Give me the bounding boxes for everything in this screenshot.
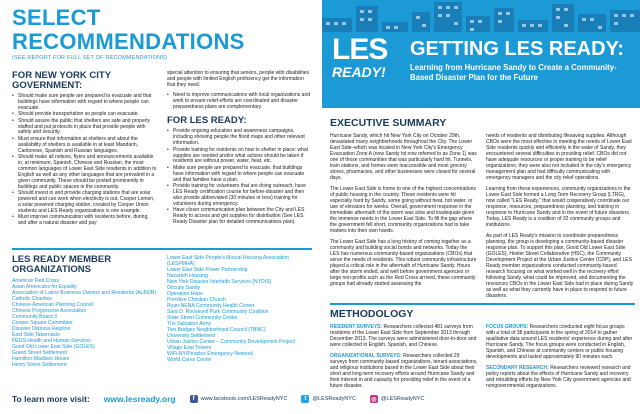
list-item: Lower East Side Power Partnership (167, 267, 248, 273)
list-item: Ryan-NENA Community Health Center (167, 303, 255, 309)
paragraph: The Lower East Side has a long history of coming together as a community and building social bonds and networks. Today the LES has numerous community-based organizations (CBOs) that serve the needs of residents. This robust community infrastructure played a critical role in the aftermath of Hurricane Sandy. Hours after the storm ended, and well before government agencies or large non-profits such as the Red Cross arrived, these community groups had already started assessing the (330, 239, 477, 287)
les-list (167, 129, 312, 226)
footer-lead: To learn more visit: (12, 394, 90, 404)
org-surveys-label: ORGANIZATIONAL SURVEYS: (330, 353, 402, 359)
les-heading: FOR LES READY: (167, 115, 247, 127)
list-item: Chinese-American Planning Council (12, 302, 94, 308)
list-item: • Should assure the public that shelters are safe and properly staffed and put protocols in place that provide people with safety and security. (12, 119, 157, 137)
org-surveys (330, 353, 478, 389)
list-item: New York Disaster Interfaith Services (NYDIS) (167, 279, 272, 285)
list-item: American Red Cross (12, 278, 59, 284)
nyc-list (12, 94, 157, 227)
list-item: State Street Community Center (167, 315, 238, 321)
nyc-more-list (167, 93, 312, 111)
list-item: Grand Street Settlement (12, 350, 67, 356)
report-subtitle: Learning from Hurricane Sandy to Create a Community-Based Disaster Plan for the Future (410, 63, 617, 82)
logo-ready-text: READY! (332, 64, 386, 80)
exec-col-2 (486, 133, 634, 304)
exec-col-1 (330, 133, 478, 304)
twitter-icon: t (301, 395, 309, 403)
secondary-research-label: SECONDARY RESEARCH: (486, 365, 549, 371)
facebook-link[interactable] (190, 395, 288, 403)
list-item: Cooper Square Committee (12, 320, 73, 326)
list-item: Urban Justice Center – Community Development Project (167, 339, 295, 345)
les-ready-logo (332, 33, 400, 98)
list-item: • Provide ongoing education and awareness campaigns, including showing people the flood maps and other relevant information. (167, 129, 312, 147)
twitter-handle: @LESReadyNYC (312, 396, 356, 402)
list-item: Disaster Distress Helpline (12, 326, 71, 332)
nyc-column (12, 71, 157, 227)
list-item: Community Board 3 (12, 314, 58, 320)
list-item: • Must ensure that information at shelters and about the availability of shelters is available in at least Mandarin, Cantonese, Spanish and Russian languages. (12, 137, 157, 155)
list-item: East Side Tabernacle (12, 332, 61, 338)
paragraph: needs of residents and distributing lifesaving supplies. Although CBOs were the most effective in meeting the needs of Lower East Side residents quickly and efficiently in the wake of Sandy, they encountered several difficulties in providing relief. CBOs did not have adequate resources or proper training to be relief organizations; they were also not included in the city's emergency management plan and had difficulty communicating with emergency managers and the city relief operations. (486, 133, 632, 181)
member-list-1 (12, 278, 157, 368)
method-col-1 (330, 324, 478, 394)
member-col-2 (167, 255, 312, 368)
secondary-research-text: Researchers reviewed research and policy reports about the effects of Hurricane Sandy and recovery and rebuilding efforts by New York City government agencies and nongovernmental organizations. (486, 365, 631, 389)
list-item: Chinese Progressive Association (12, 308, 87, 314)
nyc-heading: FOR NEW YORK CITY GOVERNMENT: (12, 70, 111, 91)
list-item: Sara D. Roosevelt Park Community Coalition (167, 309, 269, 315)
paragraph: As part of LES Ready's mission to coordinate preparedness planning, the group is developing a community-based disaster response plan. To support this plan, Good Old Lower East Side (GOLES), Hester Street Collaborative (HSC), the Community Development Project at the Urban Justice Center (CDP), and LES Ready member organizations conducted community-based research focusing on what worked well in the recovery effort following Sandy, what could be improved, and documenting the resources CBOs in the Lower East Side had in place during Sandy as well as what they currently have in place to respond to future disasters. (486, 233, 634, 299)
list-item: • Provide training for volunteers that are doing outreach; have LES Ready certification course for before-disaster and then also provide abbreviated (30 minutes or less) training for volunteers during emergency. (167, 184, 312, 208)
list-item: Village East Towers (167, 345, 212, 351)
les-column (167, 71, 312, 227)
executive-summary-columns (330, 133, 635, 304)
methodology-columns (330, 324, 635, 394)
paragraph: The Lower East Side is home to one of the highest concentrations of public housing in the country. These residents were hit especially hard by Sandy, some going without heat, hot water, or use of elevators for weeks. Overall, government response in the immediate aftermath of the storm was slow and inadequate given the immense needs in the Lower East Side. To fill the gap where the government fell short, community organizations had to take matters into their own hands. (330, 186, 476, 234)
list-item: • Need to improve communications with local organizations and work to ensure relief efforts are coordinated and disaster preparedness plans are complementary. (167, 93, 312, 111)
cover-banner (322, 0, 640, 108)
focus-groups-label: FOCUS GROUPS: (486, 324, 529, 330)
executive-summary-heading: EXECUTIVE SUMMARY (330, 117, 447, 129)
website-link[interactable]: www.lesready.org (103, 394, 176, 404)
list-item: • Should provide transportation so people can evacuate. (12, 112, 157, 118)
list-item: • Have closer communication plan between the City and LES Ready to access and get supplies for distribution (See LES Ready Disaster plan for detailed communications plan). (167, 208, 312, 226)
list-item: The Salvation Army (167, 321, 212, 327)
resident-surveys-text: Researchers collected 481 surveys from residents of the Lower East Side from September 2013 through December 2013. The surveys were administered door-to-door and were collected in English, Spanish, and Chinese. (330, 324, 477, 348)
recommendations-columns (12, 71, 312, 227)
list-item: • Make sure people are prepared to evacuate, that buildings have information with regard to where people can evacuate and that families have a plan. (167, 166, 312, 184)
org-surveys-text: Researchers collected 29 surveys from community-based organizations, tenant associations, and religious institutions based in the Lower East Side about their short and long-term recovery efforts around Hurricane Sandy and their interest in and capacity for providing relief in the event of a future disaster. (330, 353, 478, 389)
list-item: • Provide training for residents on how to shelter in place: what supplies are needed and/or what actions should be taken if residents are without power, water, heat, etc. (167, 148, 312, 166)
list-item: University Settlement (167, 333, 216, 339)
list-item: Occupy Sandy (167, 285, 201, 291)
list-item: Primitive Christian Church (167, 297, 226, 303)
executive-summary (330, 118, 635, 304)
list-item: Henry Street Settlement (12, 362, 67, 368)
member-columns (12, 255, 312, 368)
list-item: • Should make all notices, flyers and announcements available in, at minimum, Spanish, Chinese and Russian, the most common languages of Lower East Side residents in addition to English as well as any other languages that are prevalent in a given community. These should be posted prominently in buildings and public spaces in the community. (12, 155, 157, 190)
member-list-2 (167, 255, 312, 363)
resident-surveys-label: RESIDENT SURVEYS: (330, 324, 383, 330)
recommendations-title: SELECT RECOMMENDATIONS (12, 5, 245, 54)
member-organizations (12, 248, 312, 378)
list-item: Operation Hope (167, 291, 203, 297)
instagram-icon: ◎ (371, 396, 377, 403)
facebook-icon: f (190, 395, 198, 403)
paragraph: Hurricane Sandy, which hit New York City on October 29th, devastated many neighborhoods throughout the City. The Lower East Side–which was located in New York City's Emergency Evacuation Zone A (now Sandy hit now referred to as Zone 1) was one of those communities that was particularly hard hit. Tunnels, train stations, and homes were inaccessible and most grocery stores, pharmacies, and other businesses were closed for several days. (330, 133, 477, 181)
facebook-url: www.facebook.com/LESReadyNYC (200, 396, 288, 402)
focus-groups-text: Researchers conducted eight focus groups with a total of 38 participants in the spring of 2014 to gather qualitative data around LES residents' experience during and after Hurricane Sandy. The focus groups were conducted in English, Spanish, and Chinese at community centers or public housing developments and lasted approximately 90 minutes each. (486, 324, 633, 360)
secondary-research (486, 365, 634, 389)
paragraph: Learning from these experiences, community organizations in the Lower East Side formed a Long Term Recovery Group (LTRG), now called "LES Ready," that would cooperatively coordinate our response, resources, preparedness planning, and training in response to Hurricane Sandy and in the event of future disasters. Today, LES Ready is a coalition of 32 community groups and institutions. (486, 186, 631, 228)
list-item: WiFi-NY/Peoples Emergency Network (167, 351, 254, 357)
member-heading: LES READY MEMBER ORGANIZATIONS (12, 254, 112, 275)
list-item: Good Old Lower East Side (GOLES) (12, 344, 95, 350)
list-item: Association of Latino Business Owners and Residents (ALBOR) (12, 290, 157, 296)
resident-surveys (330, 324, 478, 348)
method-col-2 (486, 324, 634, 394)
list-item: FEGS Health and Human Services (12, 338, 91, 344)
list-item: Asian Americans for Equality (12, 284, 77, 290)
instagram-handle: @LESReadyNYC (380, 396, 425, 402)
recommendations-subnote: (SEE REPORT FOR FULL SET OF RECOMMENDATIONS) (12, 55, 168, 61)
nyc-continued: special attention to ensuring that seniors, people with disabilities and people with limited English proficiency get the information that they need. (167, 70, 310, 88)
list-item: • Should make sure people are prepared to evacuate and that buildings have information with regard to where people can evacuate. (12, 94, 157, 112)
report-title: GETTING LES READY: (410, 38, 625, 60)
list-item: • Must improve communication with residents before, during, and after a natural disaster and pay (12, 215, 157, 227)
focus-groups (486, 324, 634, 360)
logo-les-text: LES (332, 33, 388, 66)
list-item: Nazareth Housing (167, 273, 208, 279)
methodology-heading: METHODOLOGY (330, 308, 414, 320)
list-item: Lower East Side People's Mutual Housing Association (LESPMHA) (167, 255, 289, 267)
list-item: Hamilton-Madison House (12, 356, 70, 362)
list-item: • Should invest in and provide charging stations that are solar powered and can work when electricity is out. Cooper Lemon, a solar powered charging station, created by Cooper Union students and LES Ready organizations is one example. (12, 191, 157, 215)
methodology (330, 303, 635, 394)
list-item: Two Bridges Neighborhood Council (TBNC) (167, 327, 266, 333)
summary-page (322, 0, 640, 414)
list-item: World Cares Center (167, 357, 212, 363)
list-item: Catholic Charities (12, 296, 52, 302)
member-col-1 (12, 255, 157, 368)
